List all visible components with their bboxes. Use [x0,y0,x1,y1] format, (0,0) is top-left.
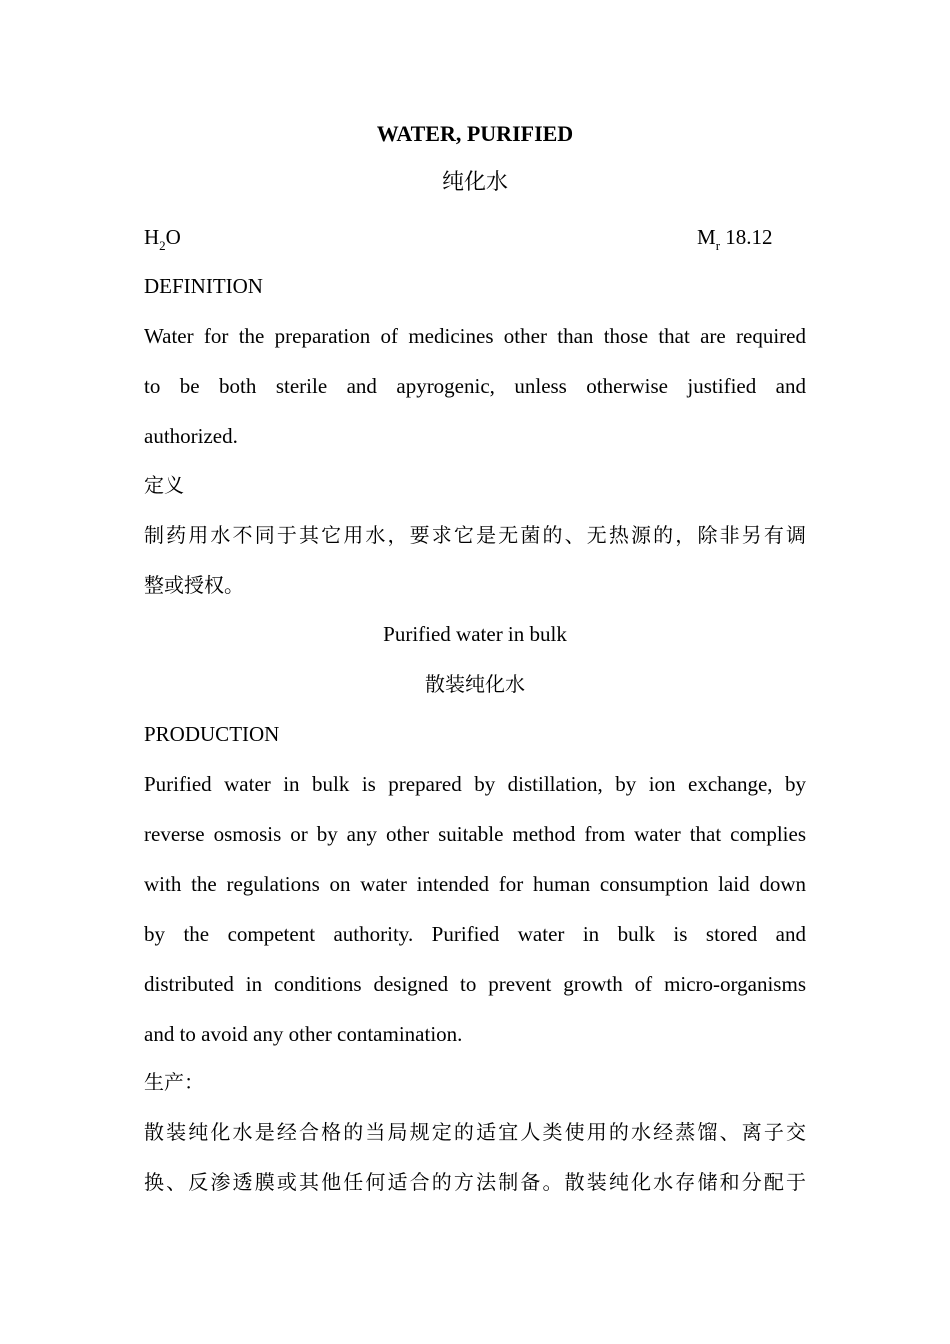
title-english: WATER, PURIFIED [376,121,574,146]
paragraph-line: and to avoid any other contamination. [144,1022,463,1046]
chemical-formula [144,220,181,254]
definition-paragraph-zh [144,510,806,610]
formula-suffix: O [165,225,181,249]
production-heading-en: PRODUCTION [144,722,280,746]
paragraph-line: distributed in conditions designed to prevent growth of micro-organisms [144,972,806,996]
production-paragraph-zh [144,1107,806,1207]
paragraph-line: 制药用水不同于其它用水，要求它是无菌的、无热源的，除非另有调 [144,523,806,547]
paragraph-line: Water for the preparation of medicines other than those that are required [144,324,806,348]
bulk-heading-en: Purified water in bulk [383,622,567,646]
definition-heading-zh: 定义 [144,473,184,497]
definition-heading-en: DEFINITION [144,274,263,298]
paragraph-line: 散装纯化水是经合格的当局规定的适宜人类使用的水经蒸馏、离子交 [144,1120,806,1144]
molar-mass [697,220,773,254]
definition-paragraph-en [144,311,806,461]
production-heading-zh: 生产： [144,1070,204,1094]
paragraph-line: Purified water in bulk is prepared by distillation, by ion exchange, by [144,772,806,796]
paragraph-line: to be both sterile and apyrogenic, unless otherwise justified and [144,374,806,398]
molar-mass-symbol: M [697,225,716,249]
molar-mass-value: 18.12 [720,225,773,249]
molar-mass-subscript: r [715,238,721,253]
paragraph-line: by the competent authority. Purified water in bulk is stored and [144,922,806,946]
paragraph-line: reverse osmosis or by any other suitable method from water that complies [144,822,806,846]
paragraph-line: 换、反渗透膜或其他任何适合的方法制备。散装纯化水存储和分配于 [144,1170,806,1194]
formula-row [144,220,806,254]
paragraph-line: with the regulations on water intended for human consumption laid down [144,872,806,896]
paragraph-line: 整或授权。 [144,573,244,597]
bulk-heading-zh: 散装纯化水 [425,672,525,696]
formula-subscript: 2 [159,238,166,253]
formula-prefix: H [144,225,160,249]
paragraph-line: authorized. [144,424,238,448]
title-chinese: 纯化水 [441,170,508,195]
production-paragraph-en [144,759,806,1059]
